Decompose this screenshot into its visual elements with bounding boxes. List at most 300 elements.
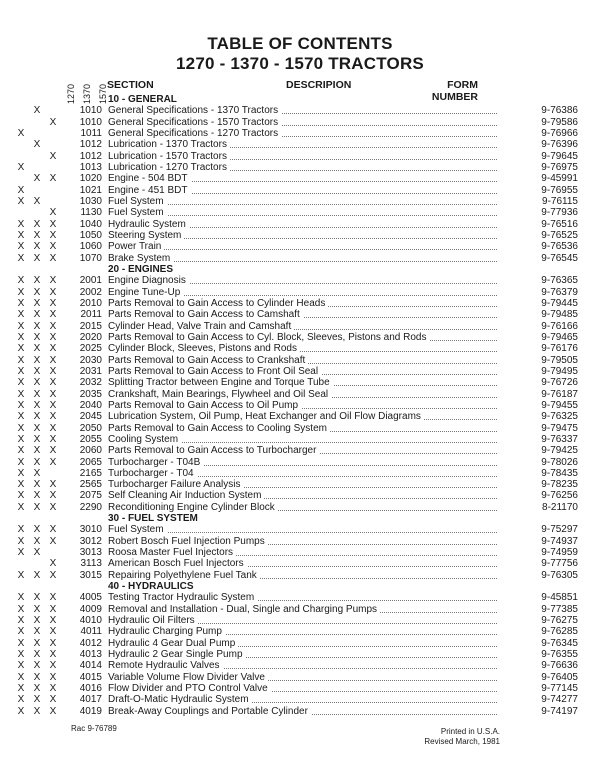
table-row xyxy=(0,377,600,388)
form-number: 9-76166 xyxy=(541,320,578,332)
model-1270-mark: X xyxy=(17,365,25,377)
model-1570-mark: X xyxy=(49,331,57,343)
model-1370-mark: X xyxy=(33,297,41,309)
model-1370-mark: X xyxy=(33,683,41,695)
model-1270-mark: X xyxy=(17,524,25,536)
description-text: Lubrication - 1570 Tractors xyxy=(108,151,230,162)
form-number: 9-76726 xyxy=(541,377,578,389)
model-1570-mark: X xyxy=(49,660,57,672)
description-text: Flow Divider and PTO Control Valve xyxy=(108,683,271,694)
form-number: 9-76115 xyxy=(542,195,578,207)
section-number: 4014 xyxy=(79,660,102,672)
model-1270-mark: X xyxy=(17,388,25,400)
description-text: Hydraulic Charging Pump xyxy=(108,626,225,637)
model-1370-mark: X xyxy=(33,388,41,400)
description xyxy=(108,570,500,581)
model-1270-mark: X xyxy=(17,127,25,139)
model-1370-mark: X xyxy=(33,320,41,332)
form-number: 9-76525 xyxy=(541,229,578,241)
model-1270-mark: X xyxy=(17,467,25,479)
section-number: 2165 xyxy=(79,467,102,479)
description xyxy=(108,547,500,558)
description-text: Fuel System xyxy=(108,207,167,218)
model-1270-mark: X xyxy=(17,479,25,491)
model-1570-mark: X xyxy=(49,479,57,491)
section-number: 1060 xyxy=(79,241,102,253)
form-number: 9-79465 xyxy=(541,331,578,343)
form-number: 9-76337 xyxy=(541,433,578,445)
section-number: 1130 xyxy=(80,207,102,219)
model-1370-mark: X xyxy=(33,422,41,434)
description-text: Parts Removal to Gain Access to Turbocharger xyxy=(108,445,319,456)
description xyxy=(108,490,500,501)
model-1270-mark: X xyxy=(17,331,25,343)
section-number: 4015 xyxy=(79,671,102,683)
model-1270-mark: X xyxy=(17,547,25,559)
description-text: Fuel System xyxy=(108,524,167,535)
section-number: 2031 xyxy=(79,365,102,377)
table-row xyxy=(0,558,600,569)
table-row xyxy=(0,490,600,501)
model-1570-mark: X xyxy=(49,399,57,411)
table-row xyxy=(0,162,600,173)
model-1370-mark: X xyxy=(33,105,41,117)
model-1570-mark: X xyxy=(49,592,57,604)
description-text: Parts Removal to Gain Access to Crankshaft xyxy=(108,355,308,366)
description-text: Steering System xyxy=(108,230,184,241)
model-1370-mark: X xyxy=(33,411,41,423)
table-row xyxy=(0,219,600,230)
model-1570-mark: X xyxy=(49,456,57,468)
table-row xyxy=(0,547,600,558)
section-number: 2015 xyxy=(79,320,102,332)
model-1270-mark: X xyxy=(17,683,25,695)
model-1270-mark: X xyxy=(17,705,25,717)
description-text: Cylinder Block, Sleeves, Pistons and Rods xyxy=(108,343,300,354)
description-text: Removal and Installation - Dual, Single and Charging Pumps xyxy=(108,604,380,615)
section-heading xyxy=(0,581,600,592)
description-text: General Specifications - 1570 Tractors xyxy=(108,117,281,128)
section-number: 1070 xyxy=(79,252,102,264)
model-1570-mark: X xyxy=(49,252,57,264)
form-number: 9-77756 xyxy=(541,558,578,570)
table-row xyxy=(0,524,600,535)
model-1270-mark: X xyxy=(17,297,25,309)
description xyxy=(108,287,500,298)
description xyxy=(108,185,500,196)
description xyxy=(108,207,500,218)
description xyxy=(108,219,500,230)
section-heading-label: 30 - FUEL SYSTEM xyxy=(108,513,198,525)
description xyxy=(108,343,500,354)
form-number: 9-79455 xyxy=(541,399,578,411)
description-text: Engine Tune-Up xyxy=(108,287,183,298)
description xyxy=(108,457,500,468)
description-text: Remote Hydraulic Valves xyxy=(108,660,223,671)
description xyxy=(108,615,500,626)
model-1570-mark: X xyxy=(49,615,57,627)
form-number: 9-78026 xyxy=(541,456,578,468)
model-1570-mark: X xyxy=(49,116,57,128)
model-1370-mark: X xyxy=(33,467,41,479)
form-header-line2: NUMBER xyxy=(431,91,478,103)
section-number: 2035 xyxy=(79,388,102,400)
description-text: Fuel System xyxy=(108,196,167,207)
model-1570-mark: X xyxy=(49,241,57,253)
table-row xyxy=(0,241,600,252)
printed-in: Printed in U.S.A. xyxy=(440,727,500,736)
model-1270-mark: X xyxy=(17,660,25,672)
description-text: Draft-O-Matic Hydraulic System xyxy=(108,694,252,705)
table-row xyxy=(0,253,600,264)
description xyxy=(108,377,500,388)
table-row xyxy=(0,400,600,411)
description xyxy=(108,117,500,128)
form-number: 9-77936 xyxy=(541,207,578,219)
section-heading xyxy=(0,513,600,524)
description xyxy=(108,706,500,717)
table-row xyxy=(0,128,600,139)
description xyxy=(108,275,500,286)
description-text: Turbocharger - T04 xyxy=(108,468,197,479)
model-1570-mark: X xyxy=(49,637,57,649)
model-1370-mark: X xyxy=(33,173,41,185)
section-number: 4005 xyxy=(79,592,102,604)
model-1570-mark: X xyxy=(49,705,57,717)
model-1370-mark: X xyxy=(33,603,41,615)
table-row xyxy=(0,502,600,513)
description xyxy=(108,151,500,162)
model-1570-mark: X xyxy=(49,445,57,457)
model-1270-mark: X xyxy=(17,671,25,683)
section-number: 1012 xyxy=(79,139,102,151)
table-row xyxy=(0,683,600,694)
description-text: Cylinder Head, Valve Train and Camshaft xyxy=(108,321,294,332)
model-1570-mark: X xyxy=(49,524,57,536)
model-1270-mark: X xyxy=(17,184,25,196)
description-text: Turbocharger - T04B xyxy=(108,457,203,468)
model-1270-mark: X xyxy=(17,456,25,468)
model-1370-mark: X xyxy=(33,694,41,706)
form-number: 9-79586 xyxy=(541,116,578,128)
model-1370-mark: X xyxy=(33,649,41,661)
description-text: Lubrication - 1270 Tractors xyxy=(108,162,230,173)
column-header-1270: 1270 xyxy=(66,83,76,104)
model-1270-mark: X xyxy=(17,354,25,366)
form-number: 9-76396 xyxy=(541,139,578,151)
description-text: Engine - 451 BDT xyxy=(108,185,191,196)
contents-table xyxy=(0,94,600,717)
model-1570-mark: X xyxy=(49,377,57,389)
table-row xyxy=(0,151,600,162)
section-number: 1011 xyxy=(80,127,102,139)
section-number: 4009 xyxy=(79,603,102,615)
form-number: 9-76516 xyxy=(541,218,578,230)
model-1370-mark: X xyxy=(33,445,41,457)
description-text: Parts Removal to Gain Access to Camshaft xyxy=(108,309,303,320)
section-number: 4019 xyxy=(79,705,102,717)
description xyxy=(108,321,500,332)
description-text: Lubrication - 1370 Tractors xyxy=(108,139,230,150)
description-text: Crankshaft, Main Bearings, Flywheel and Oil Seal xyxy=(108,389,331,400)
model-1370-mark: X xyxy=(33,456,41,468)
description-text: Hydraulic System xyxy=(108,219,189,230)
table-row xyxy=(0,275,600,286)
description-text: Engine Diagnosis xyxy=(108,275,189,286)
description-text: General Specifications - 1270 Tractors xyxy=(108,128,281,139)
model-1370-mark: X xyxy=(33,286,41,298)
table-row xyxy=(0,105,600,116)
model-1570-mark: X xyxy=(49,365,57,377)
section-number: 4010 xyxy=(79,615,102,627)
model-1370-mark: X xyxy=(33,592,41,604)
description-text: Lubrication System, Oil Pump, Heat Exchanger and Oil Flow Diagrams xyxy=(108,411,424,422)
table-row xyxy=(0,615,600,626)
model-1570-mark: X xyxy=(49,354,57,366)
description xyxy=(108,366,500,377)
description xyxy=(108,536,500,547)
model-1570-mark: X xyxy=(49,229,57,241)
model-1270-mark: X xyxy=(17,309,25,321)
model-1370-mark: X xyxy=(33,343,41,355)
section-number: 3010 xyxy=(79,524,102,536)
model-1570-mark: X xyxy=(49,173,57,185)
section-heading-label: 20 - ENGINES xyxy=(108,263,174,275)
model-1270-mark: X xyxy=(17,694,25,706)
model-1370-mark: X xyxy=(33,569,41,581)
form-number: 9-74197 xyxy=(541,705,578,717)
table-row xyxy=(0,230,600,241)
column-header-section: SECTION xyxy=(107,79,154,91)
form-number: 9-79485 xyxy=(541,309,578,321)
form-number: 9-79475 xyxy=(541,422,578,434)
form-number: 9-75297 xyxy=(541,524,578,536)
document-number: Rac 9-76789 xyxy=(71,724,117,733)
section-heading-label: 40 - HYDRAULICS xyxy=(108,581,194,593)
section-number: 1050 xyxy=(79,229,102,241)
model-1270-mark: X xyxy=(17,195,25,207)
model-1370-mark: X xyxy=(33,637,41,649)
model-1270-mark: X xyxy=(17,433,25,445)
section-number: 1013 xyxy=(79,161,102,173)
model-1370-mark: X xyxy=(33,399,41,411)
model-1270-mark: X xyxy=(17,320,25,332)
table-row xyxy=(0,139,600,150)
description-text: Robert Bosch Fuel Injection Pumps xyxy=(108,536,268,547)
section-number: 1021 xyxy=(79,184,102,196)
model-1270-mark: X xyxy=(17,252,25,264)
model-1270-mark: X xyxy=(17,445,25,457)
form-number: 9-79495 xyxy=(541,365,578,377)
model-1270-mark: X xyxy=(17,275,25,287)
dot-leader xyxy=(108,241,497,250)
column-header-description: DESCRIPION xyxy=(286,79,352,91)
description-text: Break-Away Couplings and Portable Cylinder xyxy=(108,706,311,717)
model-1570-mark: X xyxy=(49,603,57,615)
model-1370-mark: X xyxy=(33,479,41,491)
section-heading-label: 10 - GENERAL xyxy=(108,94,177,105)
description xyxy=(108,626,500,637)
model-1370-mark: X xyxy=(33,229,41,241)
description xyxy=(108,253,500,264)
section-number: 2045 xyxy=(79,411,102,423)
form-number: 9-45991 xyxy=(541,173,578,185)
form-number: 9-76405 xyxy=(541,671,578,683)
section-number: 2020 xyxy=(79,331,102,343)
form-number: 9-79445 xyxy=(541,297,578,309)
model-1370-mark: X xyxy=(33,660,41,672)
table-row xyxy=(0,457,600,468)
form-number: 9-76975 xyxy=(541,161,578,173)
table-row xyxy=(0,672,600,683)
model-1570-mark: X xyxy=(49,535,57,547)
description xyxy=(108,592,500,603)
table-row xyxy=(0,366,600,377)
model-1570-mark: X xyxy=(49,150,57,162)
form-number: 9-76365 xyxy=(541,275,578,287)
model-1370-mark: X xyxy=(33,501,41,513)
section-number: 2050 xyxy=(79,422,102,434)
table-row xyxy=(0,355,600,366)
form-number: 9-76305 xyxy=(541,569,578,581)
section-heading xyxy=(0,264,600,275)
description-text: Engine - 504 BDT xyxy=(108,173,191,184)
form-number: 9-45851 xyxy=(541,592,578,604)
section-number: 3015 xyxy=(79,569,102,581)
print-info xyxy=(424,727,500,747)
form-number: 9-79505 xyxy=(541,354,578,366)
form-number: 9-76187 xyxy=(541,388,578,400)
table-row xyxy=(0,321,600,332)
model-1270-mark: X xyxy=(17,218,25,230)
model-1370-mark: X xyxy=(33,139,41,151)
description xyxy=(108,445,500,456)
table-row xyxy=(0,570,600,581)
revised-date: Revised March, 1981 xyxy=(424,737,500,746)
description xyxy=(108,389,500,400)
model-1270-mark: X xyxy=(17,569,25,581)
section-number: 2055 xyxy=(79,433,102,445)
table-row xyxy=(0,536,600,547)
section-number: 3113 xyxy=(80,558,102,570)
model-1570-mark: X xyxy=(49,286,57,298)
description-text: Parts Removal to Gain Access to Cooling System xyxy=(108,423,330,434)
table-row xyxy=(0,389,600,400)
section-number: 1030 xyxy=(79,195,102,207)
page-subtitle: 1270 - 1370 - 1570 TRACTORS xyxy=(176,54,424,73)
model-1570-mark: X xyxy=(49,501,57,513)
description-text: Self Cleaning Air Induction System xyxy=(108,490,264,501)
form-number: 9-74959 xyxy=(541,547,578,559)
description-text: Turbocharger Failure Analysis xyxy=(108,479,243,490)
model-1270-mark: X xyxy=(17,399,25,411)
model-1570-mark: X xyxy=(49,422,57,434)
section-number: 4012 xyxy=(79,637,102,649)
form-number: 9-79645 xyxy=(541,150,578,162)
section-number: 3013 xyxy=(79,547,102,559)
description xyxy=(108,400,500,411)
description-text: Splitting Tractor between Engine and Torque Tube xyxy=(108,377,333,388)
model-1570-mark: X xyxy=(49,343,57,355)
table-row xyxy=(0,298,600,309)
description xyxy=(108,298,500,309)
description-text: Testing Tractor Hydraulic System xyxy=(108,592,257,603)
description-text: Parts Removal to Gain Access to Cylinder Heads xyxy=(108,298,328,309)
description xyxy=(108,502,500,513)
section-number: 2001 xyxy=(79,275,102,287)
model-1270-mark: X xyxy=(17,411,25,423)
model-1270-mark: X xyxy=(17,377,25,389)
model-1270-mark: X xyxy=(17,603,25,615)
model-1570-mark: X xyxy=(49,207,57,219)
table-row xyxy=(0,423,600,434)
section-number: 2065 xyxy=(79,456,102,468)
form-number: 9-76285 xyxy=(541,626,578,638)
description-text: Variable Volume Flow Divider Valve xyxy=(108,672,268,683)
table-row xyxy=(0,207,600,218)
description xyxy=(108,230,500,241)
description xyxy=(108,162,500,173)
section-number: 2025 xyxy=(79,343,102,355)
model-1370-mark: X xyxy=(33,354,41,366)
section-number: 1020 xyxy=(79,173,102,185)
description-text: American Bosch Fuel Injectors xyxy=(108,558,247,569)
model-1370-mark: X xyxy=(33,195,41,207)
table-row xyxy=(0,638,600,649)
model-1570-mark: X xyxy=(49,388,57,400)
form-number: 9-76345 xyxy=(541,637,578,649)
section-number: 1010 xyxy=(79,105,102,117)
model-1370-mark: X xyxy=(33,218,41,230)
form-number: 9-77385 xyxy=(541,603,578,615)
model-1570-mark: X xyxy=(49,411,57,423)
description-text: Hydraulic 2 Gear Single Pump xyxy=(108,649,246,660)
form-number: 9-76536 xyxy=(541,241,578,253)
section-number: 2040 xyxy=(79,399,102,411)
description-text: Reconditioning Engine Cylinder Block xyxy=(108,502,278,513)
description-text: Parts Removal to Gain Access to Oil Pump xyxy=(108,400,301,411)
section-number: 4011 xyxy=(80,626,102,638)
form-number: 9-79425 xyxy=(541,445,578,457)
table-row xyxy=(0,694,600,705)
form-number: 9-76355 xyxy=(541,649,578,661)
description xyxy=(108,479,500,490)
table-row xyxy=(0,343,600,354)
section-number: 2565 xyxy=(79,479,102,491)
model-1570-mark: X xyxy=(49,649,57,661)
table-row xyxy=(0,434,600,445)
model-1370-mark: X xyxy=(33,365,41,377)
model-1570-mark: X xyxy=(49,309,57,321)
model-1270-mark: X xyxy=(17,161,25,173)
description-text: Brake System xyxy=(108,253,173,264)
model-1370-mark: X xyxy=(33,671,41,683)
table-row xyxy=(0,332,600,343)
section-number: 4016 xyxy=(79,683,102,695)
description xyxy=(108,128,500,139)
table-row xyxy=(0,411,600,422)
table-row xyxy=(0,660,600,671)
description xyxy=(108,468,500,479)
model-1570-mark: X xyxy=(49,218,57,230)
model-1270-mark: X xyxy=(17,592,25,604)
section-number: 1040 xyxy=(79,218,102,230)
model-1570-mark: X xyxy=(49,490,57,502)
table-row xyxy=(0,479,600,490)
form-number: 9-76256 xyxy=(541,490,578,502)
description xyxy=(108,411,500,422)
model-1270-mark: X xyxy=(17,229,25,241)
